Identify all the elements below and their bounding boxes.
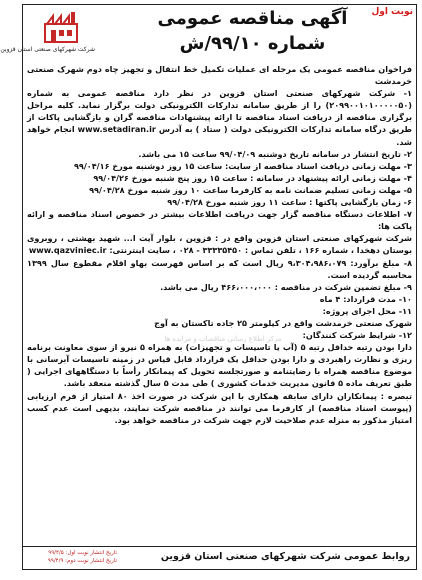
item-7-address: شرکت شهرکهای صنعتی استان قزوین واقع در : قزوین ، بلوار آیت ا... شهید بهشتی ، روبروی بوستان دهخدا ، شماره ۱۶۶ ، تلفن تماس : ۳۳۳۳۵۴۵۰ - ۰۲۸ ، سایت اینترنتی: www.qazviniec.ir — [27, 233, 412, 256]
item-7: ۷- اطلاعات دستگاه مناقصه گزار جهت دریافت اطلاعات بیشتر در خصوص اسناد مناقصه و ارائه پاکت ها: — [27, 209, 412, 232]
item-9: ۹- مبلغ تضمین شرکت در مناقصه : ۴۶۶،۰۰۰،۰۰۰ ریال می باشد. — [160, 281, 412, 292]
notice-title: آگهی مناقصه عمومی — [157, 8, 348, 29]
logo-caption: شرکت شهرکهای صنعتی استان قزوین — [0, 46, 95, 53]
note-paragraph: تبصره : پیمانکاران دارای سابقه همکاری با این شرکت در صورت اخذ ۸۰ امتیاز از فرم ارزیابی (پیوست اسناد مناقصه) از کارفرما می توانند در مناقصه شرکت نمایند، بدیهی است عدم کسب امتیاز مذکور به منزله عدم صلاحیت لازم جهت شرکت در مناقصه خواهد بود. — [27, 390, 412, 425]
tender-notice — [0, 4, 417, 570]
item-11: ۱۱- محل اجرای پروژه: — [322, 305, 412, 316]
item-12: ۱۲- شرایط شرکت کنندگان: — [302, 330, 412, 341]
stamp-line-2: تاریخ انتشار نوبت دوم: ۹۹/۴/۹ — [47, 558, 117, 564]
company-logo — [0, 8, 95, 58]
item-11-detail: شهرک صنعتی خرمدشت واقع در کیلومتر ۲۵ جاده تاکستان به آوج — [154, 317, 412, 328]
item-12-detail: دارا بودن رتبه حداقل رتبه ۵ (آب یا تاسیسات و تجهیزات) به همراه ۵ نیرو از سوی معاونت برنامه ریزی و نظارت راهبردی و دارا بودن حداقل یک قرارداد قابل قیاس در زمینه تاسیسات آبرسانی با موضوع مناقصه همراه با رضایتنامه و صورتجلسه تحویل که پیمانکار رأساً با دستگاههای اجرایی ( طبق تعریف ماده ۵ قانون مدیریت خدمات کشوری ) طی مدت ۵ سال گذشته منعقد باشد. — [27, 342, 412, 389]
item-2: ۲- تاریخ انتشار در سامانه تاریخ دوشنبه ۹۹/۰۴/۰۹ ساعت ۱۵ می باشد. — [138, 148, 412, 159]
item-1: ۱- شرکت شهرکهای صنعتی استان قزوین در نظر دارد مناقصه عمومی به شماره (۲۰۹۹۰۰۱۰۱۰۰۰۰۰۵۰) را از طریق سامانه تدارکات الکترونیکی دولت برگزار نماید. کلیه مراحل برگزاری مناقصه از دریافت اسناد مناقصه تا ارائه پیشنهادات مناقصه گران و بازگشایی پاکات از طریق درگاه سامانه تدارکات الکترونیکی دولت ( ستاد ) به آدرس www.setadiran.ir انجام خواهد شد. — [27, 88, 412, 147]
notice-body — [23, 63, 416, 533]
edition-label: نوبت اول — [371, 7, 413, 17]
publication-stamp — [27, 549, 117, 565]
notice-number: شماره ۹۹/۱۰/ش — [179, 33, 326, 54]
item-5: ۵- مهلت زمانی تسلیم ضمانت نامه به کارفرما ساعت ۱۰ روز شنبه مورخ ۹۹/۰۴/۲۸ — [89, 184, 412, 195]
watermark: مرکز اطلاع رسانی مناقصات و مزایده ها — [164, 335, 282, 343]
notice-footer — [23, 546, 416, 569]
stamp-line-1: تاریخ انتشار نوبت اول: ۹۹/۴/۵ — [48, 550, 117, 556]
item-10: ۱۰- مدت قرارداد: ۴ ماه — [319, 293, 412, 304]
item-8: ۸- مبلغ برآورد: ۹،۳۰۴،۹۸۶،۰۷۹ ریال است که بر اساس فهرست بهاو اقلام مقطوع سال ۱۳۹۹ محاسبه گردیده است. — [27, 257, 413, 280]
footer-signature: روابط عمومی شرکت شهرکهای صنعتی استان قزوین — [160, 551, 410, 562]
item-4: ۴- مهلت زمانی ارائه پیشنهاد در سامانه : ساعت ۱۵ روز پنج شنبه مورخ ۹۹/۰۴/۲۶ — [93, 172, 412, 183]
item-6: ۶- زمان بازگشایی پاکتها : ساعت ۱۱ روز شنبه مورخ ۹۹/۰۴/۲۸ — [167, 197, 412, 208]
industrial-towns-logo-icon — [41, 8, 81, 46]
notice-header — [0, 5, 416, 63]
item-3: ۳- مهلت زمانی دریافت اسناد مناقصه از سایت: ساعت ۱۵ روز دوشنبه مورخ ۹۹/۰۴/۱۶ — [73, 160, 412, 171]
intro-paragraph: فراخوان مناقصه عمومی یک مرحله ای عملیات تکمیل خط انتقال و تجهیز چاه دوم شهرک صنعتی خرمدشت — [27, 64, 412, 87]
